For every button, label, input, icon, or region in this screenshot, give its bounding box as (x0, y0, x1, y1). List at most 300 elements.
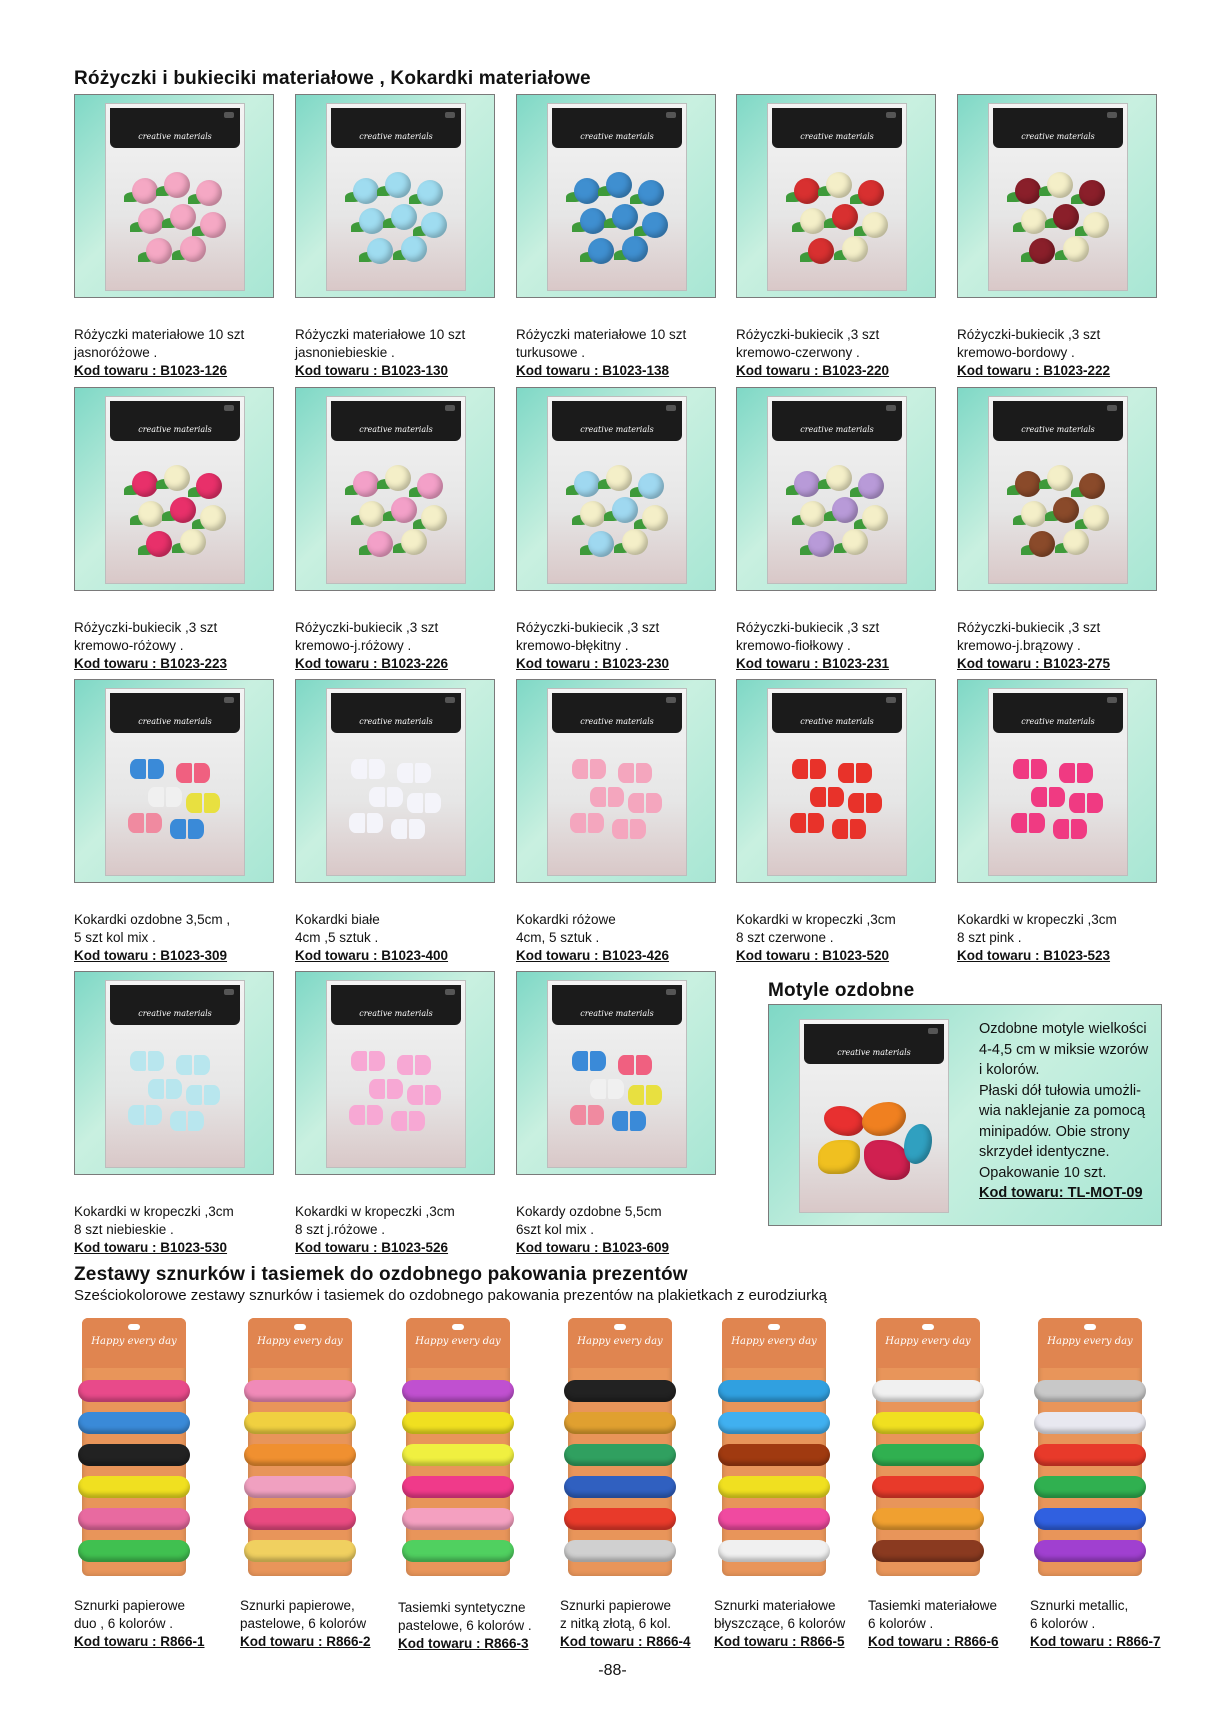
product-code[interactable]: Kod towaru : B1023-523 (957, 948, 1111, 963)
package-brand: creative materials (837, 1048, 911, 1057)
string-description: Sznurki papierowe (74, 1598, 186, 1613)
package (326, 103, 466, 291)
string-set-image[interactable] (1030, 1318, 1148, 1580)
package-header (772, 693, 902, 733)
product-description: kremowo-czerwony . (736, 345, 860, 360)
package-brand: creative materials (580, 132, 654, 141)
product-code[interactable]: Kod towaru : B1023-275 (957, 656, 1111, 671)
string-spool (78, 1540, 190, 1562)
rose (606, 465, 632, 491)
rose (642, 505, 668, 531)
bow (170, 1111, 204, 1131)
package-contents (566, 753, 670, 853)
package-contents (124, 753, 228, 853)
package-brand: creative materials (1021, 425, 1095, 434)
bow (176, 1055, 210, 1075)
string-set-image[interactable] (240, 1318, 358, 1580)
rose (1053, 497, 1079, 523)
package-header (993, 108, 1123, 148)
package-header (552, 693, 682, 733)
rose (200, 505, 226, 531)
rose (580, 501, 606, 527)
product-description: jasnoróżowe . (74, 345, 158, 360)
product-description: Kokardy ozdobne 5,5cm (516, 1204, 662, 1219)
string-caption (398, 1599, 532, 1653)
product-image[interactable] (736, 387, 936, 591)
rose (612, 497, 638, 523)
product-image[interactable] (74, 387, 274, 591)
string-spool (872, 1380, 984, 1402)
bow (407, 1085, 441, 1105)
tag-brand: Happy every day (731, 1336, 817, 1347)
product-code[interactable]: Kod towaru : B1023-426 (516, 948, 670, 963)
product-description: turkusowe . (516, 345, 586, 360)
rose (353, 471, 379, 497)
package (547, 396, 687, 584)
string-set-image[interactable] (868, 1318, 986, 1580)
string-caption (868, 1597, 999, 1651)
product-description: 4cm, 5 sztuk . (516, 930, 600, 945)
product-code[interactable]: Kod towaru : B1023-226 (295, 656, 449, 671)
package-brand: creative materials (359, 1009, 433, 1018)
product-code[interactable]: Kod towaru : B1023-130 (295, 363, 449, 378)
package-contents (786, 461, 890, 561)
package-header (552, 985, 682, 1025)
rose (1047, 465, 1073, 491)
product-description: Kokardki w kropeczki ,3cm (295, 1204, 455, 1219)
product-description: 8 szt pink . (957, 930, 1022, 945)
product-caption (516, 911, 669, 965)
package (767, 103, 907, 291)
rose (367, 238, 393, 264)
rose (612, 204, 638, 230)
bow (1059, 763, 1093, 783)
bow (570, 1105, 604, 1125)
string-spool (718, 1540, 830, 1562)
product-image[interactable] (74, 679, 274, 883)
string-spool (1034, 1508, 1146, 1530)
package-brand: creative materials (1021, 132, 1095, 141)
string-spool (402, 1412, 514, 1434)
rose (862, 505, 888, 531)
product-image[interactable] (74, 971, 274, 1175)
string-spool (718, 1412, 830, 1434)
butterflies-box (768, 1004, 1162, 1226)
gift-tag (248, 1318, 352, 1576)
rose (1021, 501, 1047, 527)
rose (180, 236, 206, 262)
product-description: kremowo-j.różowy . (295, 638, 412, 653)
package-header (110, 985, 240, 1025)
bow (628, 793, 662, 813)
bow (186, 793, 220, 813)
string-description: 6 kolorów . (868, 1616, 934, 1631)
product-code[interactable]: Kod towaru : B1023-138 (516, 363, 670, 378)
rose (1047, 172, 1073, 198)
product-image[interactable] (957, 387, 1157, 591)
tag-brand: Happy every day (415, 1336, 501, 1347)
package-contents (124, 461, 228, 561)
product-image[interactable] (736, 94, 936, 298)
product-image[interactable] (516, 94, 716, 298)
rose (842, 529, 868, 555)
string-spool (564, 1540, 676, 1562)
string-spool (402, 1540, 514, 1562)
string-code[interactable]: Kod towaru : R866-4 (560, 1634, 691, 1649)
string-description: Tasiemki syntetyczne (398, 1600, 526, 1615)
rose (353, 178, 379, 204)
string-description: Sznurki metallic, (1030, 1598, 1129, 1613)
string-spool (1034, 1476, 1146, 1498)
product-image[interactable] (295, 387, 495, 591)
rose (606, 172, 632, 198)
product-code[interactable]: Kod towaru : B1023-520 (736, 948, 890, 963)
product-code[interactable]: Kod towaru : B1023-530 (74, 1240, 228, 1255)
bow (1011, 813, 1045, 833)
string-code[interactable]: Kod towaru : R866-1 (74, 1634, 205, 1649)
product-description: Różyczki materiałowe 10 szt (516, 327, 687, 342)
string-code[interactable]: Kod towaru : R866-7 (1030, 1634, 1161, 1649)
product-description: Różyczki-bukiecik ,3 szt (736, 327, 880, 342)
package-header (772, 401, 902, 441)
bow (349, 1105, 383, 1125)
string-spool (402, 1444, 514, 1466)
product-caption (957, 326, 1110, 380)
package (105, 980, 245, 1168)
product-image[interactable] (295, 971, 495, 1175)
bow (351, 1051, 385, 1071)
product-description: kremowo-fiołkowy . (736, 638, 851, 653)
bow (407, 793, 441, 813)
bow (148, 787, 182, 807)
string-spool (564, 1444, 676, 1466)
product-code[interactable]: Kod towaru : B1023-309 (74, 948, 228, 963)
package-brand: creative materials (359, 717, 433, 726)
package (547, 980, 687, 1168)
rose (1083, 212, 1109, 238)
package-contents (786, 168, 890, 268)
bow (628, 1085, 662, 1105)
product-image[interactable] (295, 679, 495, 883)
rose (170, 497, 196, 523)
product-description: Różyczki-bukiecik ,3 szt (736, 620, 880, 635)
string-description: Sznurki materiałowe (714, 1598, 836, 1613)
package-header (993, 401, 1123, 441)
string-code[interactable]: Kod towaru : R866-3 (398, 1636, 529, 1651)
rose (200, 212, 226, 238)
rose (622, 529, 648, 555)
product-caption (957, 911, 1117, 965)
gift-tag (568, 1318, 672, 1576)
package-contents (124, 168, 228, 268)
string-spool (244, 1508, 356, 1530)
product-description: Kokardki różowe (516, 912, 616, 927)
product-description: Różyczki-bukiecik ,3 szt (516, 620, 660, 635)
rose (196, 473, 222, 499)
package (767, 688, 907, 876)
package-header (110, 401, 240, 441)
rose (1015, 178, 1041, 204)
product-description: 8 szt niebieskie . (74, 1222, 174, 1237)
bow (186, 1085, 220, 1105)
bow (391, 819, 425, 839)
rose (1063, 529, 1089, 555)
string-set-image[interactable] (398, 1318, 516, 1580)
bow (170, 819, 204, 839)
string-code[interactable]: Kod towaru : R866-6 (868, 1634, 999, 1649)
string-description: duo , 6 kolorów . (74, 1616, 174, 1631)
rose (1063, 236, 1089, 262)
bow (349, 813, 383, 833)
bow (838, 763, 872, 783)
bow (612, 819, 646, 839)
bow (1053, 819, 1087, 839)
product-description: kremowo-błękitny . (516, 638, 629, 653)
rose (138, 208, 164, 234)
section-title-roses-bows: Różyczki i bukieciki materiałowe , Kokardki materiałowe (74, 68, 591, 89)
product-description: Różyczki-bukiecik ,3 szt (295, 620, 439, 635)
rose (146, 531, 172, 557)
package-header (331, 108, 461, 148)
product-image[interactable] (516, 971, 716, 1175)
package-brand: creative materials (1021, 717, 1095, 726)
gift-tag (722, 1318, 826, 1576)
rose (1079, 180, 1105, 206)
bow (130, 759, 164, 779)
string-spool (718, 1380, 830, 1402)
string-spool (1034, 1444, 1146, 1466)
product-image[interactable] (736, 679, 936, 883)
string-caption (74, 1597, 205, 1651)
bow (590, 787, 624, 807)
rose (391, 497, 417, 523)
string-spool (718, 1476, 830, 1498)
bow (832, 819, 866, 839)
rose (588, 238, 614, 264)
string-code[interactable]: Kod towaru : R866-5 (714, 1634, 845, 1649)
product-code[interactable]: Kod towaru : B1023-126 (74, 363, 228, 378)
package-brand: creative materials (800, 132, 874, 141)
product-description: kremowo-różowy . (74, 638, 184, 653)
string-spool (244, 1380, 356, 1402)
product-description: Kokardki w kropeczki ,3cm (957, 912, 1117, 927)
section-title-strings: Zestawy sznurków i tasiemek do ozdobnego pakowania prezentów (74, 1264, 688, 1285)
product-description: 4cm ,5 sztuk . (295, 930, 379, 945)
tag-brand: Happy every day (91, 1336, 177, 1347)
package-brand: creative materials (580, 425, 654, 434)
package (988, 396, 1128, 584)
package-contents (345, 753, 449, 853)
butterflies-package-image[interactable] (799, 1019, 949, 1213)
product-caption (957, 619, 1110, 673)
section-subtitle-strings: Sześciokolorowe zestawy sznurków i tasiemek do ozdobnego pakowania prezentów na plakietkach z eurodziurką (74, 1287, 827, 1304)
string-spool (872, 1412, 984, 1434)
package-contents (1007, 753, 1111, 853)
product-caption (295, 619, 448, 673)
product-image[interactable] (295, 94, 495, 298)
rose (1079, 473, 1105, 499)
rose (146, 238, 172, 264)
bow (1013, 759, 1047, 779)
string-caption (240, 1597, 371, 1651)
rose (858, 473, 884, 499)
gift-tag (1038, 1318, 1142, 1576)
rose (642, 212, 668, 238)
product-description: 8 szt j.różowe . (295, 1222, 386, 1237)
tag-brand: Happy every day (885, 1336, 971, 1347)
rose (132, 178, 158, 204)
package-brand: creative materials (138, 1009, 212, 1018)
package (988, 103, 1128, 291)
package-header (772, 108, 902, 148)
string-spool (78, 1476, 190, 1498)
string-description: błyszczące, 6 kolorów (714, 1616, 846, 1631)
string-description: pastelowe, 6 kolorów (240, 1616, 367, 1631)
package (105, 103, 245, 291)
package (547, 688, 687, 876)
bow (148, 1079, 182, 1099)
gift-tag (406, 1318, 510, 1576)
string-spool (402, 1508, 514, 1530)
product-description: jasnoniebieskie . (295, 345, 395, 360)
product-code[interactable]: Kod towaru : B1023-220 (736, 363, 890, 378)
package-contents (345, 461, 449, 561)
package-contents (566, 168, 670, 268)
string-set-image[interactable] (74, 1318, 192, 1580)
bow (176, 763, 210, 783)
string-spool (872, 1540, 984, 1562)
product-caption (516, 326, 686, 380)
package-contents (124, 1045, 228, 1145)
string-spool (564, 1380, 676, 1402)
product-code[interactable]: Kod towaru : B1023-230 (516, 656, 670, 671)
gift-tag (82, 1318, 186, 1576)
butterflies-code: Kod towaru: TL-MOT-09 (979, 1185, 1143, 1201)
product-description: Różyczki-bukiecik ,3 szt (74, 620, 218, 635)
product-description: Różyczki materiałowe 10 szt (74, 327, 245, 342)
product-image[interactable] (74, 94, 274, 298)
tag-brand: Happy every day (577, 1336, 663, 1347)
string-description: Sznurki papierowe (560, 1598, 672, 1613)
string-spool (872, 1508, 984, 1530)
product-code[interactable]: Kod towaru : B1023-222 (957, 363, 1111, 378)
rose (858, 180, 884, 206)
rose (1053, 204, 1079, 230)
rose (862, 212, 888, 238)
string-spool (78, 1444, 190, 1466)
rose (1029, 531, 1055, 557)
product-caption (295, 326, 465, 380)
package-contents (1007, 168, 1111, 268)
rose (638, 180, 664, 206)
rose (1029, 238, 1055, 264)
product-description: 5 szt kol mix . (74, 930, 156, 945)
rose (832, 204, 858, 230)
bow (792, 759, 826, 779)
product-description: Różyczki-bukiecik ,3 szt (957, 327, 1101, 342)
rose (826, 465, 852, 491)
page-number: -88- (598, 1662, 627, 1679)
string-spool (872, 1444, 984, 1466)
rose (417, 473, 443, 499)
bow (397, 763, 431, 783)
package-header (110, 693, 240, 733)
package-contents (566, 461, 670, 561)
rose (359, 208, 385, 234)
rose (826, 172, 852, 198)
rose (574, 178, 600, 204)
package (326, 980, 466, 1168)
rose (588, 531, 614, 557)
product-caption (74, 911, 230, 965)
bow (397, 1055, 431, 1075)
product-caption (74, 326, 244, 380)
bow (572, 759, 606, 779)
product-image[interactable] (516, 679, 716, 883)
bow (128, 1105, 162, 1125)
butterflies-description: Ozdobne motyle wielkości 4-4,5 cm w miksie wzorów i kolorów. Płaski dół tułowia umożli- wia naklejanie za pomocą minipadów. Obie strony skrzydeł identyczne. Opakowanie 10 szt. Kod towaru: TL-MOT-09 (979, 1019, 1148, 1204)
string-spool (1034, 1540, 1146, 1562)
string-spool (78, 1412, 190, 1434)
rose (391, 204, 417, 230)
string-code[interactable]: Kod towaru : R866-2 (240, 1634, 371, 1649)
rose (401, 529, 427, 555)
bow (848, 793, 882, 813)
product-caption (736, 619, 889, 673)
rose (421, 212, 447, 238)
string-set-image[interactable] (560, 1318, 678, 1580)
string-spool (718, 1444, 830, 1466)
package (105, 396, 245, 584)
product-description: kremowo-j.brązowy . (957, 638, 1081, 653)
rose (638, 473, 664, 499)
package-brand: creative materials (138, 717, 212, 726)
product-description: Kokardki ozdobne 3,5cm , (74, 912, 231, 927)
bow (369, 1079, 403, 1099)
string-description: Sznurki papierowe, (240, 1598, 355, 1613)
product-code[interactable]: Kod towaru : B1023-223 (74, 656, 228, 671)
product-description: Kokardki w kropeczki ,3cm (74, 1204, 234, 1219)
string-caption (560, 1597, 691, 1651)
rose (359, 501, 385, 527)
string-spool (244, 1476, 356, 1498)
product-code[interactable]: Kod towaru : B1023-231 (736, 656, 890, 671)
product-code[interactable]: Kod towaru : B1023-609 (516, 1240, 670, 1255)
package-contents (786, 753, 890, 853)
product-image[interactable] (957, 679, 1157, 883)
package (326, 396, 466, 584)
rose (164, 172, 190, 198)
bow (128, 813, 162, 833)
rose (622, 236, 648, 262)
package-brand: creative materials (580, 717, 654, 726)
rose (1083, 505, 1109, 531)
package (988, 688, 1128, 876)
package (105, 688, 245, 876)
rose (580, 208, 606, 234)
product-image[interactable] (516, 387, 716, 591)
package-contents (345, 1045, 449, 1145)
string-set-image[interactable] (714, 1318, 832, 1580)
product-image[interactable] (957, 94, 1157, 298)
package-contents (1007, 461, 1111, 561)
package-header (110, 108, 240, 148)
product-code[interactable]: Kod towaru : B1023-526 (295, 1240, 449, 1255)
product-code[interactable]: Kod towaru : B1023-400 (295, 948, 449, 963)
package (326, 688, 466, 876)
bow (1031, 787, 1065, 807)
package-brand: creative materials (359, 132, 433, 141)
